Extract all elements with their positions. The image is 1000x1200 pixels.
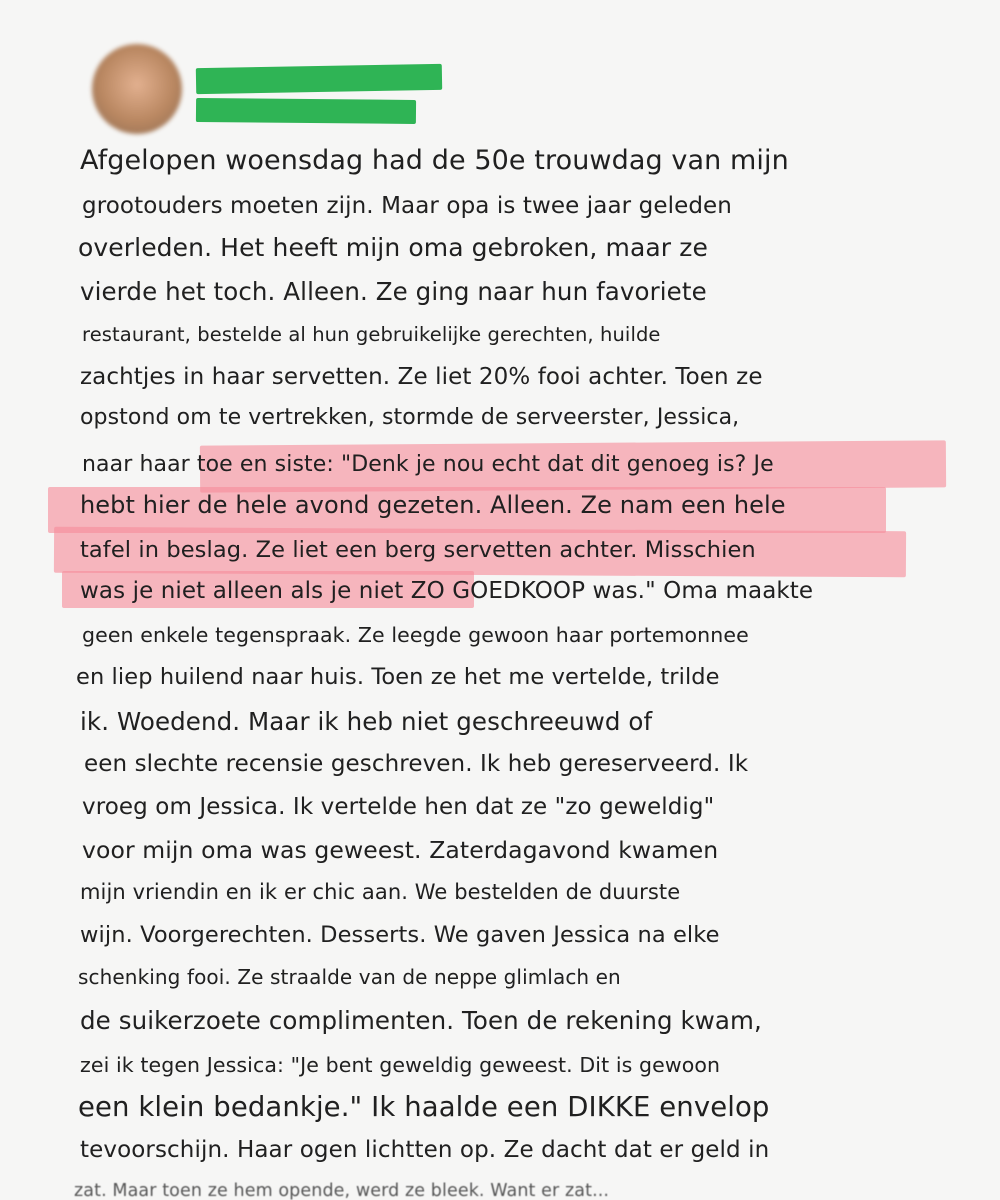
- post-text-line: grootouders moeten zijn. Maar opa is twee jaar geleden: [82, 193, 732, 219]
- post-text-line: tevoorschijn. Haar ogen lichtten op. Ze dacht dat er geld in: [80, 1137, 770, 1163]
- censored-author-name: [196, 64, 442, 94]
- post-text-line: hebt hier de hele avond gezeten. Alleen. Ze nam een hele: [80, 491, 786, 519]
- post-text-line: zei ik tegen Jessica: "Je bent geweldig geweest. Dit is gewoon: [80, 1053, 721, 1077]
- post-text-line: overleden. Het heeft mijn oma gebroken, maar ze: [78, 233, 708, 262]
- post-text-line: ik. Woedend. Maar ik heb niet geschreeuwd of: [80, 707, 653, 736]
- post-text-line: schenking fooi. Ze straalde van de neppe glimlach en: [78, 965, 621, 989]
- post-text-line: was je niet alleen als je niet ZO GOEDKOOP was." Oma maakte: [80, 578, 814, 604]
- post-text-line: mijn vriendin en ik er chic aan. We bestelden de duurste: [80, 880, 681, 904]
- post-text-line: een klein bedankje." Ik haalde een DIKKE envelop: [78, 1091, 770, 1123]
- post-text-line: voor mijn oma was geweest. Zaterdagavond kwamen: [82, 836, 719, 864]
- post-text-line: Afgelopen woensdag had de 50e trouwdag van mijn: [80, 145, 789, 176]
- censored-author-handle: [196, 98, 416, 124]
- post-text-line: geen enkele tegenspraak. Ze leegde gewoon haar portemonnee: [82, 623, 749, 647]
- post-text-line: restaurant, bestelde al hun gebruikelijke gerechten, huilde: [82, 323, 661, 346]
- post-text-line: vroeg om Jessica. Ik vertelde hen dat ze "zo geweldig": [82, 794, 715, 820]
- post-text-line: tafel in beslag. Ze liet een berg servetten achter. Misschien: [80, 537, 756, 563]
- post-text-line: de suikerzoete complimenten. Toen de rekening kwam,: [80, 1006, 762, 1035]
- post-text-line: zat. Maar toen ze hem opende, werd ze bleek. Want er zat...: [74, 1181, 610, 1200]
- post-text-line: vierde het toch. Alleen. Ze ging naar hun favoriete: [80, 277, 707, 306]
- post-text-line: opstond om te vertrekken, stormde de serveerster, Jessica,: [80, 405, 740, 430]
- avatar[interactable]: [92, 44, 182, 134]
- post-text-line: en liep huilend naar huis. Toen ze het me vertelde, trilde: [76, 664, 720, 690]
- post-text-line: wijn. Voorgerechten. Desserts. We gaven Jessica na elke: [80, 922, 720, 948]
- post-text-line: zachtjes in haar servetten. Ze liet 20% fooi achter. Toen ze: [80, 364, 763, 390]
- post-text-line: een slechte recensie geschreven. Ik heb gereserveerd. Ik: [84, 751, 749, 777]
- post-text-line: naar haar toe en siste: "Denk je nou echt dat dit genoeg is? Je: [82, 452, 774, 477]
